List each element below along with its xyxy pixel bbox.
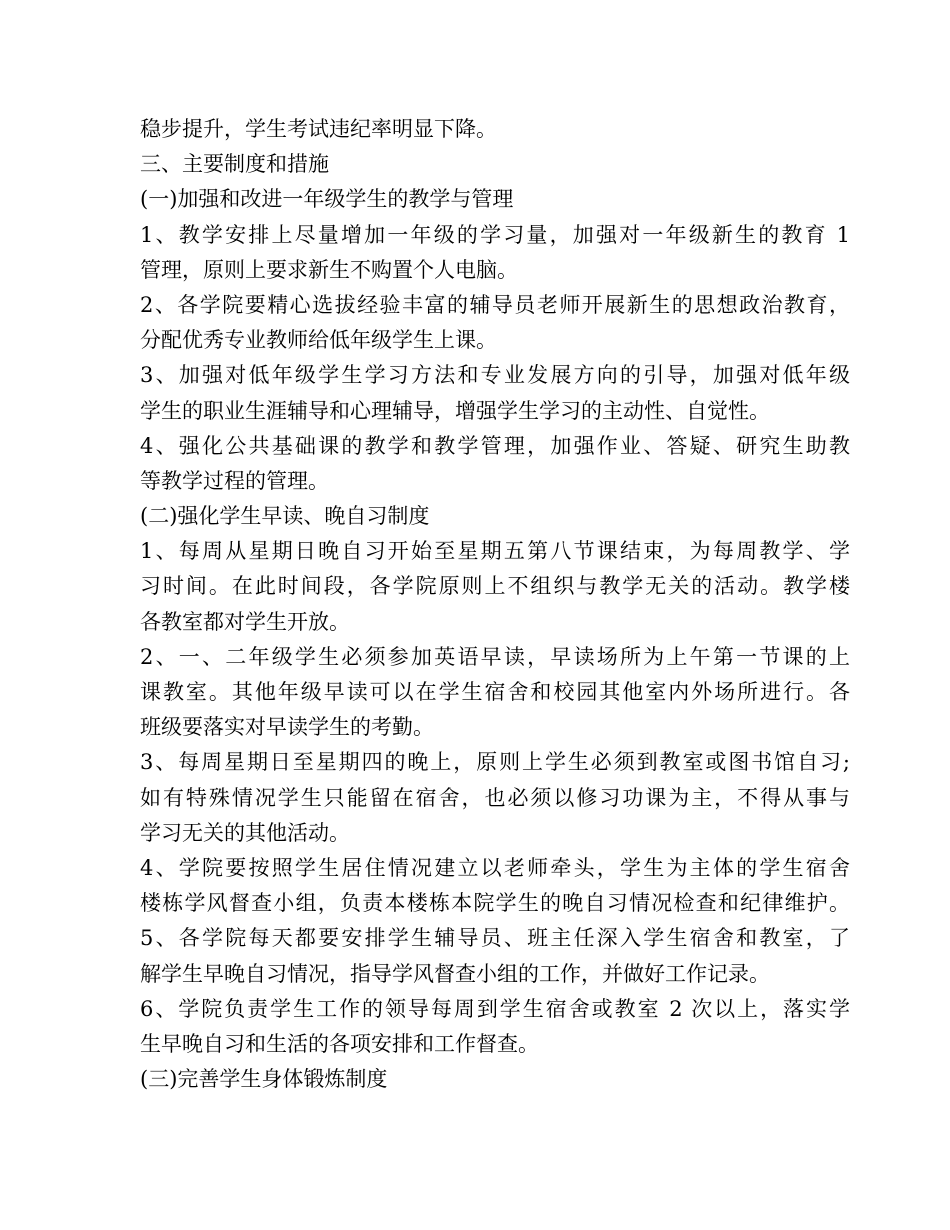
text-line: 三、主要制度和措施 <box>140 152 329 177</box>
text-line: 5、各学院每天都要安排学生辅导员、班主任深入学生宿舍和教室，了 <box>140 926 850 951</box>
text-line: 如有特殊情况学生只能留在宿舍，也必须以修习功课为主，不得从事与 <box>140 785 850 810</box>
text-line: 2、各学院要精心选拔经验丰富的辅导员老师开展新生的思想政治教育， <box>140 292 850 317</box>
text-line: 3、加强对低年级学生学习方法和专业发展方向的引导，加强对低年级 <box>140 363 850 388</box>
text-line: 4、学院要按照学生居住情况建立以老师牵头，学生为主体的学生宿舍 <box>140 855 850 880</box>
text-line: 2、一、二年级学生必须参加英语早读，早读场所为上午第一节课的上 <box>140 644 850 669</box>
text-line: 分配优秀专业教师给低年级学生上课。 <box>140 328 497 353</box>
text-line: 管理，原则上要求新生不购置个人电脑。 <box>140 257 518 282</box>
text-line: 1、教学安排上尽量增加一年级的学习量，加强对一年级新生的教育 1 <box>140 222 850 247</box>
text-line: 生早晚自习和生活的各项安排和工作督查。 <box>140 1031 539 1056</box>
text-line: 课教室。其他年级早读可以在学生宿舍和校园其他室内外场所进行。各 <box>140 680 850 704</box>
text-line: 学生的职业生涯辅导和心理辅导，增强学生学习的主动性、自觉性。 <box>140 398 770 423</box>
text-line: 学习无关的其他活动。 <box>140 820 350 845</box>
text-line: 楼栋学风督查小组，负责本楼栋本院学生的晚自习情况检查和纪律维护。 <box>140 891 850 916</box>
text-line: 习时间。在此时间段，各学院原则上不组织与教学无关的活动。教学楼 <box>140 574 850 599</box>
text-line: 各教室都对学生开放。 <box>140 609 350 634</box>
text-line: (三)完善学生身体锻炼制度 <box>140 1067 388 1092</box>
text-line: 4、强化公共基础课的教学和教学管理，加强作业、答疑、研究生助教 <box>140 433 850 458</box>
text-line: 6、学院负责学生工作的领导每周到学生宿舍或教室 2 次以上，落实学 <box>140 996 850 1021</box>
text-line: 1、每周从星期日晚自习开始至星期五第八节课结束，为每周教学、学 <box>140 539 850 564</box>
text-line: 等教学过程的管理。 <box>140 468 329 493</box>
text-line: (一)加强和改进一年级学生的教学与管理 <box>140 187 514 212</box>
text-line: (二)强化学生早读、晚自习制度 <box>140 504 430 529</box>
text-line: 稳步提升，学生考试违纪率明显下降。 <box>140 117 497 141</box>
text-line: 解学生早晚自习情况，指导学风督查小组的工作，并做好工作记录。 <box>140 961 770 986</box>
text-line: 班级要落实对早读学生的考勤。 <box>140 715 434 740</box>
text-line: 3、每周星期日至星期四的晚上，原则上学生必须到教室或图书馆自习; <box>140 750 850 775</box>
